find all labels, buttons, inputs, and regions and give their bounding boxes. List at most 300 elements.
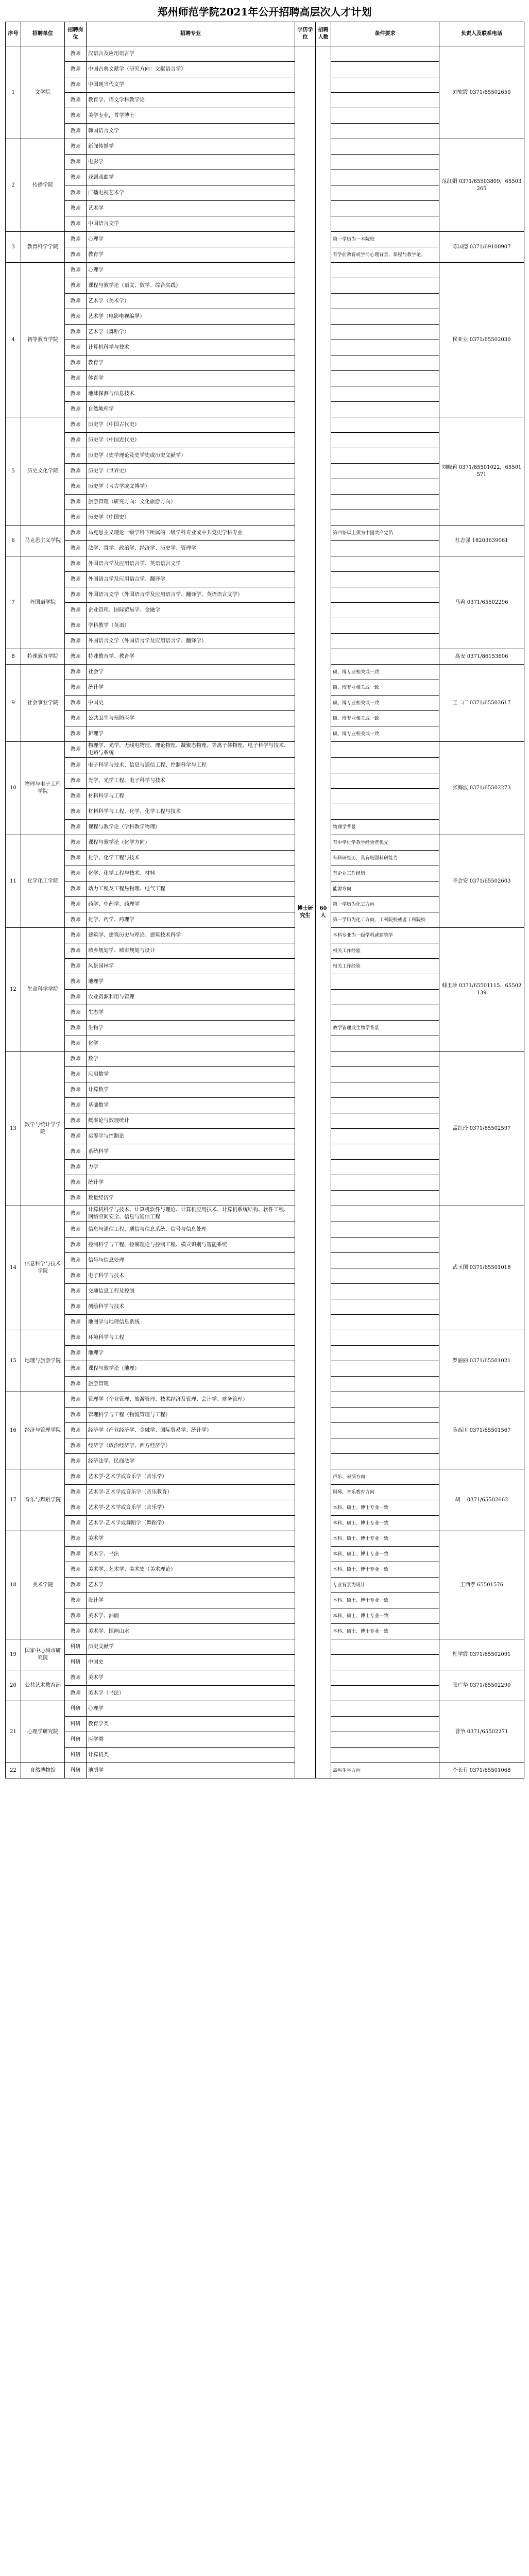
post-cell: 教师 bbox=[65, 526, 87, 541]
post-cell: 教师 bbox=[65, 1315, 87, 1330]
condition-cell bbox=[331, 155, 439, 170]
major-cell: 旅游管理（研究方向：文化旅游方向） bbox=[87, 495, 295, 510]
post-cell: 教师 bbox=[65, 479, 87, 495]
condition-cell bbox=[331, 325, 439, 340]
post-cell: 教师 bbox=[65, 1129, 87, 1144]
post-cell: 教师 bbox=[65, 634, 87, 649]
post-cell: 教师 bbox=[65, 882, 87, 897]
post-cell: 教师 bbox=[65, 1082, 87, 1098]
condition-cell bbox=[331, 1144, 439, 1160]
major-cell: 教育学 bbox=[87, 247, 295, 263]
condition-cell bbox=[331, 1238, 439, 1253]
table-row bbox=[6, 263, 524, 278]
condition-cell: 本科、硕士、博士专业一致 bbox=[331, 1531, 439, 1547]
major-cell: 测绘科学与技术 bbox=[87, 1299, 295, 1315]
contact-cell: 武玉国 0371/65501018 bbox=[439, 1206, 524, 1330]
unit-number: 21 bbox=[6, 1701, 21, 1763]
post-cell: 教师 bbox=[65, 1268, 87, 1284]
post-cell: 教师 bbox=[65, 433, 87, 448]
major-cell: 历史学（世界史） bbox=[87, 464, 295, 479]
condition-cell bbox=[331, 201, 439, 216]
contact-cell: 王西孝 65501576 bbox=[439, 1531, 524, 1639]
post-cell: 教师 bbox=[65, 1330, 87, 1346]
post-cell: 科研 bbox=[65, 1701, 87, 1717]
post-cell: 教师 bbox=[65, 1361, 87, 1377]
major-cell: 生态学 bbox=[87, 1005, 295, 1021]
major-cell: 农业资源利用与管理 bbox=[87, 990, 295, 1005]
major-cell: 化学 bbox=[87, 1036, 295, 1052]
major-cell: 药学、中药学、药理学 bbox=[87, 897, 295, 912]
condition-cell: 能源方向 bbox=[331, 882, 439, 897]
condition-cell: 有企业工作经历 bbox=[331, 866, 439, 882]
post-cell: 教师 bbox=[65, 1346, 87, 1361]
post-cell: 教师 bbox=[65, 1067, 87, 1082]
unit-number: 10 bbox=[6, 742, 21, 835]
post-cell: 教师 bbox=[65, 866, 87, 882]
condition-cell bbox=[331, 1206, 439, 1222]
unit-number: 13 bbox=[6, 1052, 21, 1206]
major-cell: 地理学 bbox=[87, 1346, 295, 1361]
major-cell: 历史学（史学理论及史学史或历史文献学） bbox=[87, 448, 295, 464]
post-cell: 科研 bbox=[65, 1717, 87, 1732]
condition-cell bbox=[331, 1222, 439, 1238]
major-cell: 美术学、国画山水 bbox=[87, 1624, 295, 1639]
major-cell: 护理学 bbox=[87, 726, 295, 742]
unit-name: 教育科学学院 bbox=[21, 232, 65, 263]
table-row bbox=[6, 835, 524, 851]
post-cell: 教师 bbox=[65, 912, 87, 928]
unit-number: 16 bbox=[6, 1392, 21, 1469]
condition-cell bbox=[331, 1052, 439, 1067]
condition-cell: 相关工作经验 bbox=[331, 943, 439, 959]
post-cell: 教师 bbox=[65, 1175, 87, 1191]
post-cell: 教师 bbox=[65, 185, 87, 201]
major-cell: 艺术学 bbox=[87, 1578, 295, 1593]
major-cell: 材料科学与工程、化学、化学工程与技术 bbox=[87, 804, 295, 820]
condition-cell bbox=[331, 587, 439, 603]
post-cell: 教师 bbox=[65, 572, 87, 587]
major-cell: 计算数学 bbox=[87, 1082, 295, 1098]
major-cell: 中国古典文献学（研究方向：文献语言学） bbox=[87, 62, 295, 77]
major-cell: 应用数学 bbox=[87, 1067, 295, 1082]
condition-cell: 钢琴、音乐教育方向 bbox=[331, 1485, 439, 1500]
table-row bbox=[6, 1206, 524, 1222]
major-cell: 美术学、艺术学、美术史（美术理论） bbox=[87, 1562, 295, 1578]
condition-cell bbox=[331, 1392, 439, 1408]
post-cell: 教师 bbox=[65, 1562, 87, 1578]
condition-cell bbox=[331, 1129, 439, 1144]
post-cell: 教师 bbox=[65, 124, 87, 139]
condition-cell: 相关工作经验 bbox=[331, 959, 439, 974]
post-cell: 教师 bbox=[65, 789, 87, 804]
post-cell: 教师 bbox=[65, 649, 87, 665]
condition-cell bbox=[331, 1454, 439, 1469]
post-cell: 教师 bbox=[65, 851, 87, 866]
condition-cell bbox=[331, 371, 439, 386]
major-cell: 外国语言文学（外国语言学及应用语言学、翻译学、英语语言文学） bbox=[87, 587, 295, 603]
contact-cell: 张广华 0371/65502290 bbox=[439, 1670, 524, 1701]
unit-name: 物理与电子工程学院 bbox=[21, 742, 65, 835]
condition-cell bbox=[331, 1005, 439, 1021]
major-cell: 外国语言文学（外国语言学及应用语言学、翻译学） bbox=[87, 634, 295, 649]
post-cell: 教师 bbox=[65, 897, 87, 912]
post-cell: 教师 bbox=[65, 541, 87, 556]
major-cell: 电子科学与技术、信息与通信工程、控制科学与工程 bbox=[87, 758, 295, 773]
post-cell: 教师 bbox=[65, 618, 87, 634]
post-cell: 教师 bbox=[65, 1593, 87, 1608]
post-cell: 教师 bbox=[65, 1516, 87, 1531]
major-cell: 艺术学-艺术学或音乐学（音乐教育） bbox=[87, 1485, 295, 1500]
major-cell: 医学类 bbox=[87, 1732, 295, 1748]
condition-cell bbox=[331, 649, 439, 665]
post-cell: 教师 bbox=[65, 1624, 87, 1639]
condition-cell: 教学管理或生物学背景 bbox=[331, 1021, 439, 1036]
condition-cell bbox=[331, 1299, 439, 1315]
contact-cell: 刘软霞 0371/65502650 bbox=[439, 46, 524, 139]
post-cell: 教师 bbox=[65, 108, 87, 124]
unit-number: 7 bbox=[6, 556, 21, 649]
table-row bbox=[6, 417, 524, 433]
condition-cell bbox=[331, 1098, 439, 1113]
unit-name: 信息科学与技术学院 bbox=[21, 1206, 65, 1330]
condition-cell bbox=[331, 433, 439, 448]
post-cell: 教师 bbox=[65, 1547, 87, 1562]
condition-cell bbox=[331, 541, 439, 556]
major-cell: 风景园林学 bbox=[87, 959, 295, 974]
contact-cell: 李长有 0371/65501068 bbox=[439, 1763, 524, 1778]
major-cell: 心理学 bbox=[87, 232, 295, 247]
major-cell: 统计学 bbox=[87, 680, 295, 696]
contact-cell: 张海波 0371/65502273 bbox=[439, 742, 524, 835]
condition-cell bbox=[331, 1748, 439, 1763]
major-cell: 教育学类 bbox=[87, 1717, 295, 1732]
condition-cell: 硕、博专业相关或一致 bbox=[331, 665, 439, 680]
condition-cell bbox=[331, 1191, 439, 1206]
contact-cell: 罗丽丽 0371/65501021 bbox=[439, 1330, 524, 1392]
post-cell: 教师 bbox=[65, 1144, 87, 1160]
post-cell: 教师 bbox=[65, 495, 87, 510]
unit-number: 8 bbox=[6, 649, 21, 665]
condition-cell: 本科专业为一级学科或建筑学 bbox=[331, 928, 439, 943]
major-cell: 学科教学（英语） bbox=[87, 618, 295, 634]
header-no: 序号 bbox=[6, 22, 21, 46]
major-cell: 课程与教学论（化学方向） bbox=[87, 835, 295, 851]
count-cell: 60人 bbox=[316, 46, 331, 1778]
condition-cell: 有中学化学教学经验者优先 bbox=[331, 835, 439, 851]
major-cell: 特殊教育学、教育学 bbox=[87, 649, 295, 665]
unit-name: 初等教育学院 bbox=[21, 263, 65, 417]
condition-cell bbox=[331, 1160, 439, 1175]
condition-cell bbox=[331, 1732, 439, 1748]
unit-name: 外国语学院 bbox=[21, 556, 65, 649]
unit-name: 公共艺术教育部 bbox=[21, 1670, 65, 1701]
major-cell: 体育学 bbox=[87, 371, 295, 386]
major-cell: 企业管理、国际贸易学、金融学 bbox=[87, 603, 295, 618]
unit-number: 4 bbox=[6, 263, 21, 417]
condition-cell: 本科、硕士、博士专业一致 bbox=[331, 1562, 439, 1578]
post-cell: 教师 bbox=[65, 232, 87, 247]
table-header-row bbox=[6, 22, 524, 46]
condition-cell bbox=[331, 139, 439, 155]
major-cell: 生物学 bbox=[87, 1021, 295, 1036]
major-cell: 美术学 bbox=[87, 1670, 295, 1686]
major-cell: 地质学 bbox=[87, 1763, 295, 1778]
header-count: 招聘人数 bbox=[316, 22, 331, 46]
major-cell: 中国语言文学 bbox=[87, 216, 295, 232]
unit-number: 17 bbox=[6, 1469, 21, 1531]
table-row bbox=[6, 1330, 524, 1346]
major-cell: 历史文献学 bbox=[87, 1639, 295, 1655]
table-row bbox=[6, 665, 524, 680]
unit-number: 11 bbox=[6, 835, 21, 928]
major-cell: 课程与教学论（地理） bbox=[87, 1361, 295, 1377]
condition-cell: 本科、硕士、博士专业一致 bbox=[331, 1500, 439, 1516]
major-cell: 物理学、光学、无线电物理、理论物理、凝聚态物理、等离子体物理、电子科学与技术、电路与系统 bbox=[87, 742, 295, 758]
post-cell: 教师 bbox=[65, 371, 87, 386]
condition-cell bbox=[331, 634, 439, 649]
unit-number: 20 bbox=[6, 1670, 21, 1701]
condition-cell bbox=[331, 1438, 439, 1454]
unit-name: 地理与旅游学院 bbox=[21, 1330, 65, 1392]
major-cell: 广播电视艺术学 bbox=[87, 185, 295, 201]
condition-cell: 本科、硕士、博士专业一致 bbox=[331, 1516, 439, 1531]
unit-name: 社会事业学院 bbox=[21, 665, 65, 742]
condition-cell bbox=[331, 742, 439, 758]
condition-cell bbox=[331, 309, 439, 325]
condition-cell bbox=[331, 93, 439, 108]
condition-cell bbox=[331, 1253, 439, 1268]
major-cell: 化学、化学工程与技术、材料 bbox=[87, 866, 295, 882]
post-cell: 教师 bbox=[65, 773, 87, 789]
contact-cell: 高安 0371/86153606 bbox=[439, 649, 524, 665]
table-row bbox=[6, 649, 524, 665]
unit-number: 9 bbox=[6, 665, 21, 742]
major-cell: 控制科学与工程、控制理论与控制工程、模式识别与智能系统 bbox=[87, 1238, 295, 1253]
post-cell: 教师 bbox=[65, 990, 87, 1005]
unit-number: 12 bbox=[6, 928, 21, 1052]
major-cell: 计算机科学与技术、计算机软件与理论、计算机应用技术、计算机系统结构、软件工程、网络空间安全、信息与通信工程 bbox=[87, 1206, 295, 1222]
major-cell: 电影学 bbox=[87, 155, 295, 170]
condition-cell bbox=[331, 185, 439, 201]
condition-cell bbox=[331, 278, 439, 294]
post-cell: 教师 bbox=[65, 1299, 87, 1315]
major-cell: 化学、化学工程与技术 bbox=[87, 851, 295, 866]
contact-cell: 刘晓莉 0371/65501022，65501571 bbox=[439, 417, 524, 526]
major-cell: 统计学 bbox=[87, 1175, 295, 1191]
unit-name: 美术学院 bbox=[21, 1531, 65, 1639]
post-cell: 教师 bbox=[65, 278, 87, 294]
condition-cell: 本科、硕士、博士专业一致 bbox=[331, 1608, 439, 1624]
contact-cell: 孟红玲 0371/65502597 bbox=[439, 1052, 524, 1206]
post-cell: 教师 bbox=[65, 1469, 87, 1485]
contact-cell: 杜志强 18203639061 bbox=[439, 526, 524, 556]
post-cell: 教师 bbox=[65, 804, 87, 820]
condition-cell bbox=[331, 1670, 439, 1686]
major-cell: 计算机科学与技术 bbox=[87, 340, 295, 355]
condition-cell bbox=[331, 1423, 439, 1438]
post-cell: 教师 bbox=[65, 1284, 87, 1299]
post-cell: 教师 bbox=[65, 448, 87, 464]
post-cell: 教师 bbox=[65, 711, 87, 726]
condition-cell bbox=[331, 572, 439, 587]
condition-cell bbox=[331, 1377, 439, 1392]
major-cell: 地图学与地理信息系统 bbox=[87, 1315, 295, 1330]
table-row bbox=[6, 1670, 524, 1686]
major-cell: 动力工程及工程热物理、电气工程 bbox=[87, 882, 295, 897]
post-cell: 教师 bbox=[65, 263, 87, 278]
condition-cell: 第一学历为一本院校 bbox=[331, 232, 439, 247]
condition-cell: 硕、博专业相关或一致 bbox=[331, 680, 439, 696]
post-cell: 教师 bbox=[65, 340, 87, 355]
post-cell: 教师 bbox=[65, 742, 87, 758]
major-cell: 新闻传播学 bbox=[87, 139, 295, 155]
condition-cell: 岛屿生学方向 bbox=[331, 1763, 439, 1778]
condition-cell bbox=[331, 62, 439, 77]
post-cell: 科研 bbox=[65, 1732, 87, 1748]
table-body bbox=[6, 46, 524, 1778]
post-cell: 教师 bbox=[65, 1021, 87, 1036]
post-cell: 教师 bbox=[65, 1098, 87, 1113]
condition-cell bbox=[331, 974, 439, 990]
header-post: 招聘岗位 bbox=[65, 22, 87, 46]
major-cell: 设计学 bbox=[87, 1593, 295, 1608]
contact-cell: 普争 0371/65502271 bbox=[439, 1701, 524, 1763]
post-cell: 教师 bbox=[65, 62, 87, 77]
unit-name: 数学与统计学学院 bbox=[21, 1052, 65, 1206]
condition-cell bbox=[331, 294, 439, 309]
major-cell: 马克思主义理论一级学科下所属的二级学科专业或中共党史学科专业 bbox=[87, 526, 295, 541]
major-cell: 管理科学与工程（物流管理与工程） bbox=[87, 1408, 295, 1423]
major-cell: 系统科学 bbox=[87, 1144, 295, 1160]
major-cell: 运筹学与控制论 bbox=[87, 1129, 295, 1144]
major-cell: 课程与教学论（语文、数学、综合实践） bbox=[87, 278, 295, 294]
major-cell: 美术学、油画 bbox=[87, 1608, 295, 1624]
condition-cell bbox=[331, 1408, 439, 1423]
condition-cell bbox=[331, 1315, 439, 1330]
post-cell: 教师 bbox=[65, 77, 87, 93]
post-cell: 教师 bbox=[65, 294, 87, 309]
unit-number: 19 bbox=[6, 1639, 21, 1670]
condition-cell: 硕、博专业相关或一致 bbox=[331, 726, 439, 742]
major-cell: 历史学（中国古代史） bbox=[87, 417, 295, 433]
major-cell: 外国语言学及应用语言学、英语语言文学 bbox=[87, 556, 295, 572]
condition-cell bbox=[331, 1346, 439, 1361]
unit-name: 历史文化学院 bbox=[21, 417, 65, 526]
unit-name: 心理学研究院 bbox=[21, 1701, 65, 1763]
condition-cell bbox=[331, 170, 439, 185]
condition-cell: 专业背景为设计 bbox=[331, 1578, 439, 1593]
condition-cell bbox=[331, 804, 439, 820]
major-cell: 经济法学、民商法学 bbox=[87, 1454, 295, 1469]
major-cell: 经济学（产业经济学、金融学、国际贸易学、统计学） bbox=[87, 1423, 295, 1438]
post-cell: 教师 bbox=[65, 680, 87, 696]
contact-cell: 马莉 0371/65502296 bbox=[439, 556, 524, 649]
unit-number: 2 bbox=[6, 139, 21, 232]
condition-cell: 物理学背景 bbox=[331, 820, 439, 835]
unit-number: 1 bbox=[6, 46, 21, 139]
major-cell: 中国现当代文学 bbox=[87, 77, 295, 93]
header-major: 招聘专业 bbox=[87, 22, 295, 46]
condition-cell: 声乐、表演方向 bbox=[331, 1469, 439, 1485]
condition-cell bbox=[331, 1113, 439, 1129]
post-cell: 教师 bbox=[65, 1036, 87, 1052]
post-cell: 教师 bbox=[65, 139, 87, 155]
page-title: 郑州师范学院2021年公开招聘高层次人才计划 bbox=[157, 6, 372, 18]
major-cell: 美术学、书法 bbox=[87, 1547, 295, 1562]
unit-name: 生命科学学院 bbox=[21, 928, 65, 1052]
condition-cell: 第一学历为化工方向、工科院校或者工科院校 bbox=[331, 912, 439, 928]
recruitment-table bbox=[5, 22, 524, 1778]
post-cell: 教师 bbox=[65, 1408, 87, 1423]
condition-cell bbox=[331, 1036, 439, 1052]
condition-cell bbox=[331, 773, 439, 789]
major-cell: 电子科学与技术 bbox=[87, 1268, 295, 1284]
major-cell: 教育学 bbox=[87, 355, 295, 371]
major-cell: 艺术学（舞蹈学） bbox=[87, 325, 295, 340]
post-cell: 教师 bbox=[65, 170, 87, 185]
contact-cell: 陈国德 0371/69100907 bbox=[439, 232, 524, 263]
major-cell: 城乡规划学、城市规划与设计 bbox=[87, 943, 295, 959]
table-row bbox=[6, 556, 524, 572]
post-cell: 教师 bbox=[65, 696, 87, 711]
unit-number: 14 bbox=[6, 1206, 21, 1330]
condition-cell bbox=[331, 1330, 439, 1346]
post-cell: 教师 bbox=[65, 1608, 87, 1624]
table-row bbox=[6, 1701, 524, 1717]
condition-cell bbox=[331, 355, 439, 371]
post-cell: 教师 bbox=[65, 216, 87, 232]
condition-cell bbox=[331, 464, 439, 479]
header-contact: 负责人及联系电话 bbox=[439, 22, 524, 46]
contact-cell: 胡一 0371/65502662 bbox=[439, 1469, 524, 1531]
major-cell: 光学、光学工程、电子科学与技术 bbox=[87, 773, 295, 789]
major-cell: 概率论与数理统计 bbox=[87, 1113, 295, 1129]
post-cell: 教师 bbox=[65, 603, 87, 618]
contact-cell: 陈西川 0371/65501567 bbox=[439, 1392, 524, 1469]
major-cell: 计算机类 bbox=[87, 1748, 295, 1763]
major-cell: 地理学 bbox=[87, 974, 295, 990]
major-cell: 法学、哲学、政治学、经济学、历史学、管理学 bbox=[87, 541, 295, 556]
post-cell: 教师 bbox=[65, 943, 87, 959]
post-cell: 教师 bbox=[65, 464, 87, 479]
major-cell: 教育学、语文学科教学论 bbox=[87, 93, 295, 108]
condition-cell: 有学前教育或学前心理背景，课程与教学论。 bbox=[331, 247, 439, 263]
unit-number: 3 bbox=[6, 232, 21, 263]
table-row bbox=[6, 526, 524, 541]
condition-cell: 本科、硕士、博士专业一致 bbox=[331, 1593, 439, 1608]
unit-name: 马克思主义学院 bbox=[21, 526, 65, 556]
condition-cell bbox=[331, 1082, 439, 1098]
unit-name: 传播学院 bbox=[21, 139, 65, 232]
major-cell: 艺术学-艺术学或音乐学（音乐学） bbox=[87, 1500, 295, 1516]
condition-cell bbox=[331, 1268, 439, 1284]
table-row bbox=[6, 928, 524, 943]
condition-cell bbox=[331, 124, 439, 139]
major-cell: 自然地理学 bbox=[87, 402, 295, 417]
major-cell: 历史学（中国近代史） bbox=[87, 433, 295, 448]
post-cell: 教师 bbox=[65, 1377, 87, 1392]
table-row bbox=[6, 1052, 524, 1067]
condition-cell bbox=[331, 789, 439, 804]
unit-name: 文学院 bbox=[21, 46, 65, 139]
post-cell: 教师 bbox=[65, 1222, 87, 1238]
major-cell: 美学专业，哲学博士 bbox=[87, 108, 295, 124]
condition-cell bbox=[331, 495, 439, 510]
header-degree: 学历学位 bbox=[295, 22, 316, 46]
post-cell: 教师 bbox=[65, 1670, 87, 1686]
post-cell: 教师 bbox=[65, 1500, 87, 1516]
post-cell: 教师 bbox=[65, 758, 87, 773]
